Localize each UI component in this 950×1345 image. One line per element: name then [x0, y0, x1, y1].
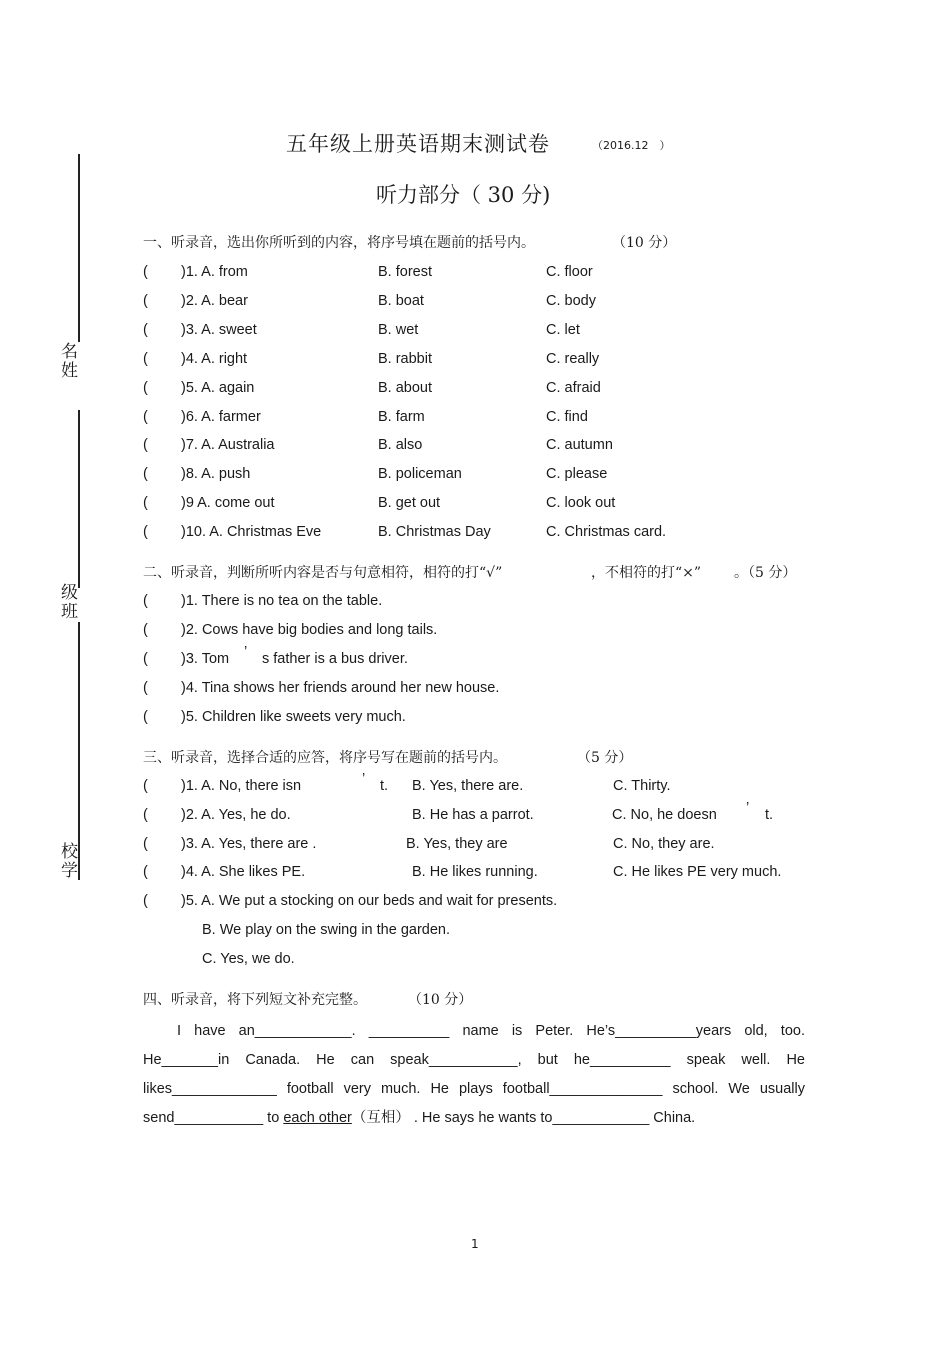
- underlined-phrase: each other: [283, 1110, 352, 1126]
- list-item-option-b: B. forest: [378, 264, 432, 280]
- list-item-paren: (: [143, 622, 148, 638]
- list-item-option-a: )2. A. Yes, he do.: [181, 807, 291, 823]
- section2-heading-part3: 。（5 分）: [734, 565, 797, 581]
- list-item-option-a: )9 A. come out: [181, 495, 275, 511]
- list-item-option-b: B. boat: [378, 293, 424, 309]
- list-item-option-a: )10. A. Christmas Eve: [181, 524, 322, 540]
- list-item-option-b: B. He likes running.: [412, 864, 538, 880]
- list-item-paren: (: [143, 264, 148, 280]
- list-item-option-c: C. please: [546, 466, 608, 482]
- list-item-paren: (: [143, 495, 148, 511]
- class-label: [61, 584, 78, 622]
- list-item-paren: (: [143, 524, 148, 540]
- list-item-option-a: )3. A. Yes, there are .: [181, 836, 317, 852]
- cloze-line-2: He_______in Canada. He can speak___________, but he__________ speak well. He: [143, 1052, 805, 1068]
- list-item-option-c: C. really: [546, 351, 600, 367]
- apostrophe: ’: [362, 771, 366, 787]
- cloze-line-1: I have an____________. __________ name is Peter. He’s__________years old, too.: [177, 1023, 805, 1039]
- list-item-text-cont: s father is a bus driver.: [262, 651, 408, 667]
- list-item-option-b: B. about: [378, 380, 433, 396]
- list-item-paren: (: [143, 836, 148, 852]
- list-item-option-a: )4. A. She likes PE.: [181, 864, 306, 880]
- list-item-option-a: )2. A. bear: [181, 293, 248, 309]
- list-item-paren: (: [143, 351, 148, 367]
- list-item-option-a: )5. A. We put a stocking on our beds and wait for presents.: [181, 893, 558, 909]
- section4-heading: 四、听录音，将下列短文补充完整。: [143, 992, 367, 1008]
- list-item-option-b: B. wet: [378, 322, 419, 338]
- name-label: [61, 343, 78, 381]
- section1-score: （10 分）: [612, 235, 677, 251]
- margin-line-low: [78, 622, 80, 880]
- list-item-option-a: )6. A. farmer: [181, 409, 261, 425]
- list-item-option-a: )1. A. from: [181, 264, 248, 280]
- school-label-char-1: 校: [61, 842, 78, 862]
- list-item-paren: (: [143, 807, 148, 823]
- list-item-option-c: C. body: [546, 293, 596, 309]
- list-item-paren: (: [143, 409, 148, 425]
- list-item-option-a: )1. A. No, there isn: [181, 778, 302, 794]
- section3-heading: 三、听录音，选择合适的应答，将序号写在题前的括号内。: [143, 750, 507, 766]
- list-item-option-c: C. Christmas card.: [546, 524, 667, 540]
- name-label-char-1: 名: [61, 342, 78, 362]
- cloze-line-4-start: send___________ to: [143, 1110, 284, 1126]
- section4-score: （10 分）: [408, 992, 473, 1008]
- list-item-option-b: B. Christmas Day: [378, 524, 491, 540]
- exam-date: （2016.12 ）: [592, 139, 671, 152]
- list-item-paren: (: [143, 293, 148, 309]
- list-item-paren: (: [143, 651, 148, 667]
- class-label-char-1: 级: [61, 583, 78, 603]
- list-item-option-b: B. rabbit: [378, 351, 432, 367]
- list-item-option-b: B. Yes, they are: [406, 836, 508, 852]
- page-title: 五年级上册英语期末测试卷: [286, 132, 550, 156]
- list-item-option-b: B. get out: [378, 495, 441, 511]
- list-item-option-b: B. Yes, there are.: [412, 778, 524, 794]
- section2-heading-part2: ，不相符的打“×”: [591, 565, 702, 581]
- list-item-option-a: )4. A. right: [181, 351, 248, 367]
- name-label-char-2: 姓: [61, 361, 78, 381]
- section3-score: （5 分）: [577, 750, 633, 766]
- list-item-paren: (: [143, 322, 148, 338]
- apostrophe: ’: [244, 644, 248, 660]
- list-item-paren: (: [143, 593, 148, 609]
- list-item-option-a: )7. A. Australia: [181, 437, 275, 453]
- list-item-option-c: C. Yes, we do.: [202, 951, 295, 967]
- list-item-paren: (: [143, 466, 148, 482]
- school-label: [61, 843, 78, 881]
- list-item-option-b: B. farm: [378, 409, 425, 425]
- list-item-text: )5. Children like sweets very much.: [181, 709, 406, 725]
- list-item-text: )3. Tom: [181, 651, 230, 667]
- list-item-paren: (: [143, 680, 148, 696]
- class-label-char-2: 班: [61, 602, 78, 622]
- section-subtitle: 听力部分（ 30 分): [376, 183, 551, 207]
- page-number: 1: [471, 1237, 479, 1251]
- list-item-option-c: C. He likes PE very much.: [613, 864, 782, 880]
- list-item-option-c: C. find: [546, 409, 588, 425]
- margin-line-top: [78, 154, 80, 342]
- list-item-text: )2. Cows have big bodies and long tails.: [181, 622, 438, 638]
- list-item-option-c: C. No, he doesn: [612, 807, 717, 823]
- list-item-option-c: C. No, they are.: [613, 836, 715, 852]
- list-item-paren: (: [143, 380, 148, 396]
- apostrophe: ’: [746, 800, 750, 816]
- list-item-option-a: )5. A. again: [181, 380, 255, 396]
- list-item-option-c-end: t.: [765, 807, 774, 823]
- list-item-option-a-end: t.: [380, 778, 389, 794]
- cloze-line-4-end: （互相） . He says he wants to____________ China.: [351, 1110, 696, 1126]
- list-item-option-c: C. look out: [546, 495, 616, 511]
- list-item-option-c: C. let: [546, 322, 580, 338]
- list-item-option-c: C. Thirty.: [613, 778, 671, 794]
- cloze-line-4: [143, 1104, 805, 1133]
- list-item-option-c: C. afraid: [546, 380, 601, 396]
- list-item-option-c: C. floor: [546, 264, 593, 280]
- list-item-paren: (: [143, 437, 148, 453]
- list-item-paren: (: [143, 864, 148, 880]
- cloze-paragraph: [143, 1017, 805, 1133]
- list-item-option-b: B. He has a parrot.: [412, 807, 534, 823]
- section1-heading: 一、听录音，选出你所听到的内容，将序号填在题前的括号内。: [143, 235, 535, 251]
- school-label-char-2: 学: [61, 861, 78, 881]
- cloze-line-3: likes_____________ football very much. He plays football______________ school. We usually: [143, 1081, 805, 1097]
- margin-line-mid: [78, 410, 80, 588]
- list-item-paren: (: [143, 778, 148, 794]
- list-item-option-b: B. We play on the swing in the garden.: [202, 922, 450, 938]
- list-item-paren: (: [143, 893, 148, 909]
- section2-heading: 二、听录音，判断所听内容是否与句意相符，相符的打“√”: [143, 565, 503, 581]
- list-item-option-b: B. policeman: [378, 466, 462, 482]
- list-item-option-b: B. also: [378, 437, 423, 453]
- list-item-paren: (: [143, 709, 148, 725]
- list-item-option-a: )8. A. push: [181, 466, 251, 482]
- list-item-text: )1. There is no tea on the table.: [181, 593, 383, 609]
- list-item-option-a: )3. A. sweet: [181, 322, 257, 338]
- list-item-option-c: C. autumn: [546, 437, 613, 453]
- list-item-text: )4. Tina shows her friends around her new house.: [181, 680, 500, 696]
